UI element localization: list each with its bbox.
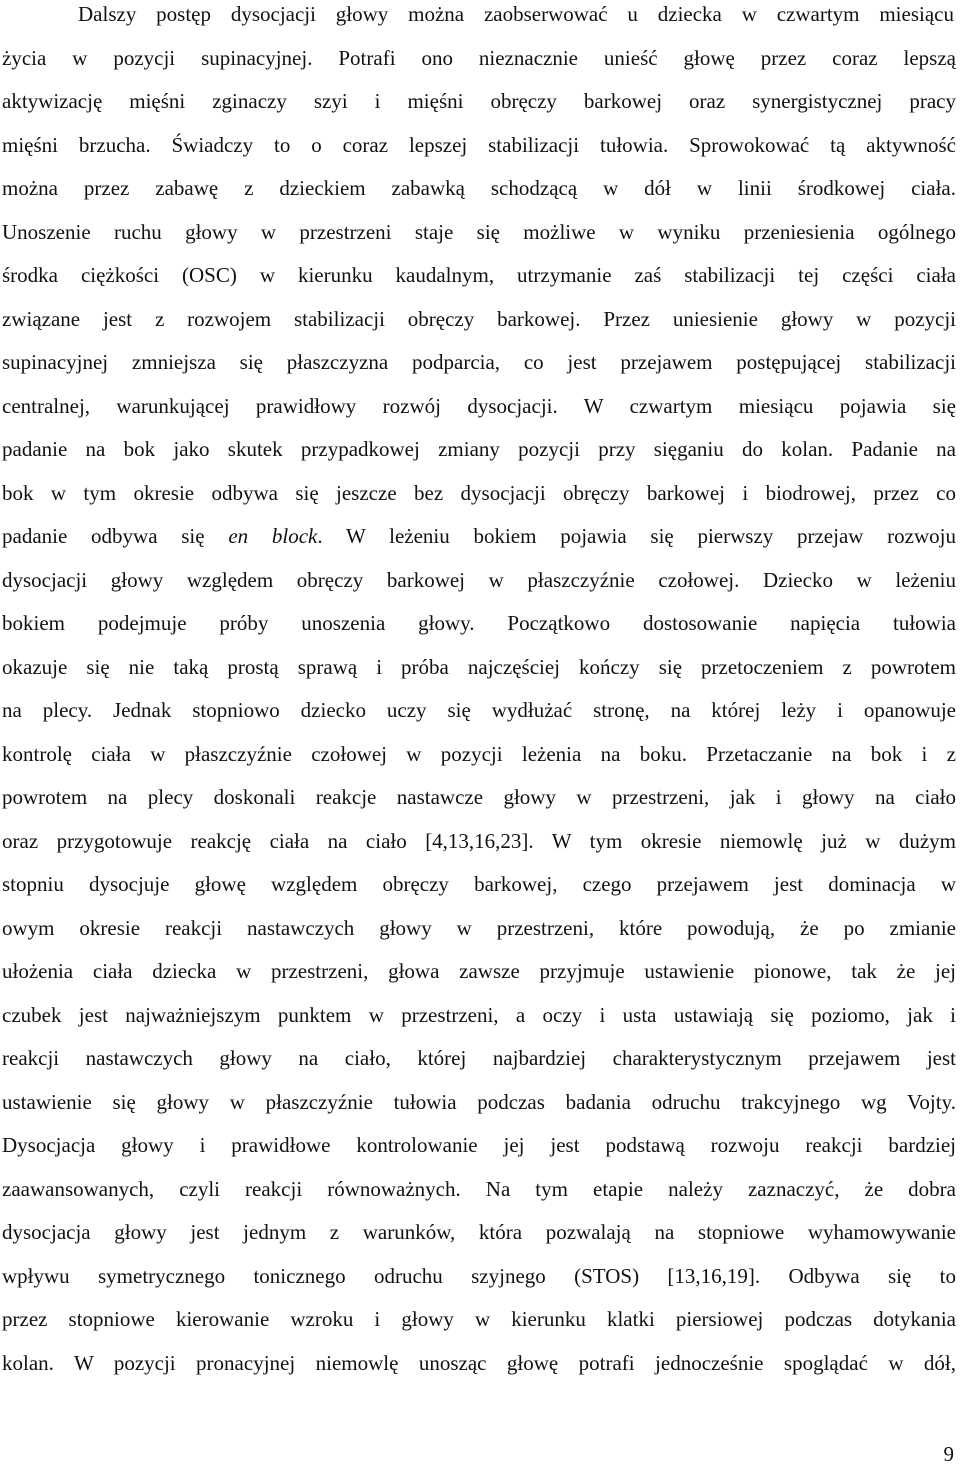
paragraph-line: oraz przygotowuje reakcję ciała na ciało [4,13,16,23]. W tym okresie niemowlę już w dużym [2, 829, 956, 853]
paragraph-line: Unoszenie ruchu głowy w przestrzeni staje się możliwe w wyniku przeniesienia ogólnego [2, 220, 956, 244]
paragraph-line: padanie na bok jako skutek przypadkowej zmiany pozycji przy sięganiu do kolan. Padanie na [2, 437, 956, 461]
paragraph-line: ustawienie się głowy w płaszczyźnie tułowia podczas badania odruchu trakcyjnego wg Vojty. [2, 1090, 956, 1114]
line-text: padanie odbywa się [2, 524, 229, 548]
paragraph-line: można przez zabawę z dzieckiem zabawką schodzącą w dół w linii środkowej ciała. [2, 176, 956, 200]
paragraph-line: środka ciężkości (OSC) w kierunku kaudalnym, utrzymanie zaś stabilizacji tej części ciała [2, 263, 956, 287]
paragraph-line: mięśni brzucha. Świadczy to o coraz lepszej stabilizacji tułowia. Sprowokować tą aktywność [2, 133, 956, 157]
paragraph-line: czubek jest najważniejszym punktem w przestrzeni, a oczy i usta ustawiają się poziomo, jak i [2, 1003, 956, 1027]
paragraph-line: Dalszy postęp dysocjacji głowy można zaobserwować u dziecka w czwartym miesiącu [78, 2, 954, 26]
paragraph-line: Dysocjacja głowy i prawidłowe kontrolowanie jej jest podstawą rozwoju reakcji bardziej [2, 1133, 956, 1157]
paragraph-line: kolan. W pozycji pronacyjnej niemowlę unosząc głowę potrafi jednocześnie spoglądać w dół, [2, 1351, 956, 1375]
paragraph-line: dysocjacji głowy względem obręczy barkowej w płaszczyźnie czołowej. Dziecko w leżeniu [2, 568, 956, 592]
paragraph-line: stopniu dysocjuje głowę względem obręczy barkowej, czego przejawem jest dominacja w [2, 872, 956, 896]
paragraph-line: supinacyjnej zmniejsza się płaszczyzna podparcia, co jest przejawem postępującej stabilizacji [2, 350, 956, 374]
paragraph-line: aktywizację mięśni zginaczy szyi i mięśni obręczy barkowej oraz synergistycznej pracy [2, 89, 956, 113]
page-number: 9 [943, 1442, 954, 1466]
paragraph-line: centralnej, warunkującej prawidłowy rozwój dysocjacji. W czwartym miesiącu pojawia się [2, 394, 956, 418]
paragraph-line: reakcji nastawczych głowy na ciało, której najbardziej charakterystycznym przejawem jest [2, 1046, 956, 1070]
paragraph-line: na plecy. Jednak stopniowo dziecko uczy się wydłużać stronę, na której leży i opanowuje [2, 698, 956, 722]
paragraph-line: wpływu symetrycznego tonicznego odruchu szyjnego (STOS) [13,16,19]. Odbywa się to [2, 1264, 956, 1288]
paragraph-line: owym okresie reakcji nastawczych głowy w przestrzeni, które powodują, że po zmianie [2, 916, 956, 940]
paragraph-line: powrotem na plecy doskonali reakcje nastawcze głowy w przestrzeni, jak i głowy na ciało [2, 785, 956, 809]
paragraph-line: przez stopniowe kierowanie wzroku i głowy w kierunku klatki piersiowej podczas dotykania [2, 1307, 956, 1331]
paragraph-line: zaawansowanych, czyli reakcji równoważnych. Na tym etapie należy zaznaczyć, że dobra [2, 1177, 956, 1201]
paragraph-line: bokiem podejmuje próby unoszenia głowy. Początkowo dostosowanie napięcia tułowia [2, 611, 956, 635]
italic-phrase: en block [228, 524, 318, 548]
paragraph-line: związane jest z rozwojem stabilizacji obręczy barkowej. Przez uniesienie głowy w pozycji [2, 307, 956, 331]
paragraph-line: ułożenia ciała dziecka w przestrzeni, głowa zawsze przyjmuje ustawienie pionowe, tak że jej [2, 959, 956, 983]
paragraph-line: dysocjacja głowy jest jednym z warunków, która pozwalają na stopniowe wyhamowywanie [2, 1220, 956, 1244]
paragraph-line: bok w tym okresie odbywa się jeszcze bez dysocjacji obręczy barkowej i biodrowej, przez co [2, 481, 956, 505]
line-text: . W leżeniu bokiem pojawia się pierwszy przejaw rozwoju [317, 524, 956, 548]
paragraph-line: kontrolę ciała w płaszczyźnie czołowej w pozycji leżenia na boku. Przetaczanie na bok i z [2, 742, 956, 766]
paragraph-line [2, 522, 956, 550]
paragraph-line: życia w pozycji supinacyjnej. Potrafi ono nieznacznie unieść głowę przez coraz lepszą [2, 46, 956, 70]
paragraph-line: okazuje się nie taką prostą sprawą i próba najczęściej kończy się przetoczeniem z powrotem [2, 655, 956, 679]
